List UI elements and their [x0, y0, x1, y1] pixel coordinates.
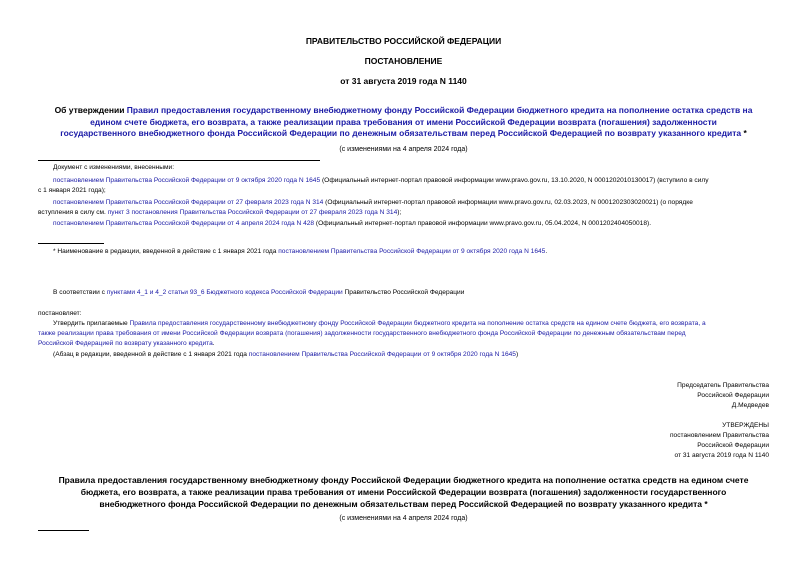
divider — [38, 160, 320, 161]
bottom-divider — [38, 530, 89, 531]
footnote-end: . — [545, 248, 548, 255]
amendment-2-line-2-end: ); — [397, 209, 402, 216]
approve-start: Утвердить прилагаемые — [53, 320, 130, 327]
approve-rules-link[interactable]: Правила предоставления государственному внебюджетному фонду Российской Федерации бюджетного кредита на пополнение остатка средств на едином счете бюджета, его возврата, а — [129, 320, 706, 327]
rules-title-line-2: бюджета, его возврата, а также реализации права требования от имени Российской Федерации возврата (погашения) задолженности государственного — [80, 487, 727, 497]
amendment-1-line-2: с 1 января 2021 года); — [38, 187, 106, 194]
approved-line-1: УТВЕРЖДЕНЫ — [722, 422, 769, 429]
amendment-3-link[interactable]: постановлением Правительства Российской Федерации от 4 апреля 2024 года N 428 — [53, 220, 315, 227]
document-title — [0, 105, 807, 140]
amendment-2-line-2-start: вступления в силу см. — [38, 209, 108, 216]
document-date-number: от 31 августа 2019 года N 1140 — [340, 76, 467, 86]
government-name: ПРАВИТЕЛЬСТВО РОССИЙСКОЙ ФЕДЕРАЦИИ — [305, 36, 502, 46]
approve-rules-link-cont-1[interactable]: также реализации права требования от имени Российской Федерации возврата (погашения) задолженности государственного внебюджетного фонда Российской Федерации по денежным обязательствам перед — [38, 330, 686, 337]
rules-title-line-3: внебюджетного фонда Российской Федерации по денежным обязательствам перед Российской Федерацией по возврату указанного кредита * — [99, 499, 708, 509]
preamble — [53, 288, 464, 298]
approve-note-start: (Абзац в редакции, введенной в действие с 1 января 2021 года — [53, 351, 249, 358]
signature-line-2: Российской Федерации — [697, 392, 769, 399]
amendment-1-link[interactable]: постановлением Правительства Российской Федерации от 9 октября 2020 года N 1645 — [53, 177, 321, 184]
signature-block — [677, 381, 769, 411]
amendment-1 — [53, 176, 709, 186]
approved-block — [670, 421, 769, 461]
title-prefix: Об утверждении — [54, 105, 127, 115]
approve-note — [53, 350, 518, 360]
resolves: постановляет: — [38, 310, 82, 317]
title-line-2 — [0, 117, 807, 129]
footnote-divider — [38, 243, 104, 244]
amendment-2-line-2 — [38, 208, 401, 218]
approve-end: . — [212, 340, 215, 347]
amendments-intro: Документ с изменениями, внесенными: — [53, 164, 175, 171]
title-line-3 — [0, 128, 807, 140]
signature-line-1: Председатель Правительства — [677, 382, 769, 389]
amendment-2-link[interactable]: постановлением Правительства Российской Федерации от 27 февраля 2023 года N 314 — [53, 199, 324, 206]
approved-line-3: Российской Федерации — [697, 442, 769, 449]
title-rules-link-cont-1[interactable]: едином счете бюджета, его возврата, а также реализации права требования от имени Российской Федерации возврата (погашения) задолженности — [90, 116, 717, 127]
preamble-start: В соответствии с — [53, 289, 107, 296]
footnote-link[interactable]: постановлением Правительства Российской Федерации от 9 октября 2020 года N 1645 — [278, 248, 546, 255]
rules-title — [0, 474, 807, 510]
title-rules-link-cont-2[interactable]: государственного внебюджетного фонда Российской Федерации по денежным обязательствам перед Российской Федерацией по возврату указанного кредита — [60, 128, 742, 138]
rules-title-line-1: Правила предоставления государственному внебюджетному фонду Российской Федерации бюджетного кредита на пополнение остатка средств на едином счете — [58, 475, 749, 485]
rules-changes-note: (с изменениями на 4 апреля 2024 года) — [339, 515, 468, 522]
footnote-text: * Наименование в редакции, введенной в действие с 1 января 2021 года — [53, 248, 279, 255]
approve-note-end: ) — [515, 351, 519, 358]
amendment-1-tail: (Официальный интернет-портал правовой информации www.pravo.gov.ru, 13.10.2020, N 0001202010130017) (вступило в силу — [320, 177, 709, 184]
title-line-1 — [0, 105, 807, 117]
signature-name: Д.Медведев — [731, 402, 769, 409]
approved-line-2: постановлением Правительства — [669, 432, 769, 439]
title-rules-link[interactable]: Правил предоставления государственному внебюджетному фонду Российской Федерации бюджетного кредита на пополнение остатка средств на — [126, 105, 753, 115]
title-suffix: * — [741, 128, 747, 138]
approve-line-2 — [38, 329, 686, 339]
amendment-2-tail: (Официальный интернет-портал правовой информации www.pravo.gov.ru, 02.03.2023, N 0001202303020021) (о порядке — [323, 199, 693, 206]
changes-note: (с изменениями на 4 апреля 2024 года) — [339, 146, 468, 153]
approve-note-link[interactable]: постановлением Правительства Российской Федерации от 9 октября 2020 года N 1645 — [248, 351, 516, 358]
approve-line-1 — [53, 319, 706, 329]
approve-line-3 — [38, 339, 215, 349]
amendment-3 — [53, 219, 651, 229]
amendment-2 — [53, 198, 693, 208]
document-type: ПОСТАНОВЛЕНИЕ — [364, 56, 443, 66]
budget-code-link[interactable]: пунктами 4_1 и 4_2 статьи 93_6 Бюджетного кодекса Российской Федерации — [106, 289, 343, 296]
amendment-3-tail: (Официальный интернет-портал правовой информации www.pravo.gov.ru, 05.04.2024, N 0001202404050018). — [314, 220, 652, 227]
amendment-2-point3-link[interactable]: пункт 3 постановления Правительства Российской Федерации от 27 февраля 2023 года N 314 — [107, 209, 398, 216]
footnote — [53, 247, 547, 257]
approved-line-4: от 31 августа 2019 года N 1140 — [674, 452, 769, 459]
approve-rules-link-cont-2[interactable]: Российской Федерацией по возврату указанного кредита — [38, 340, 213, 347]
preamble-end: Правительство Российской Федерации — [342, 289, 465, 296]
